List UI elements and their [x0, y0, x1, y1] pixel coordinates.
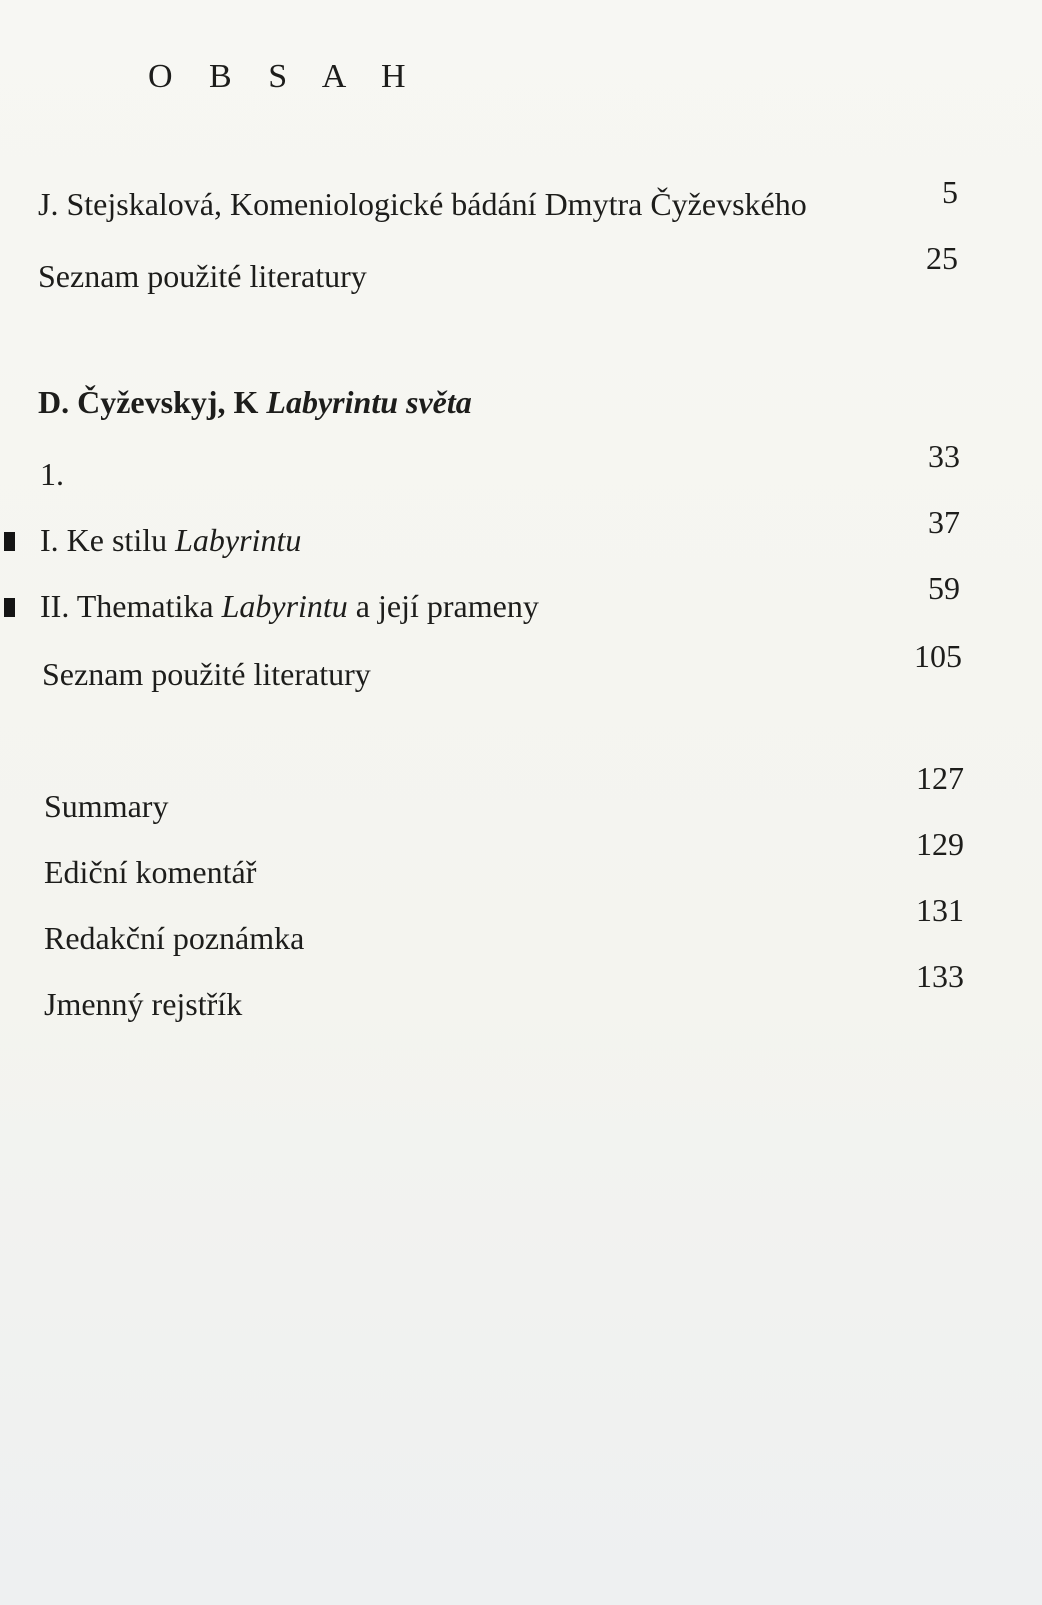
toc-entry-page: 127: [916, 760, 964, 796]
toc-entry-label: Redakční poznámka: [44, 920, 305, 956]
toc-entry-label-suffix: a její prameny: [347, 588, 539, 624]
toc-entry[interactable]: [44, 826, 964, 890]
toc-entry-page: 129: [916, 826, 964, 862]
toc-entry-label: Summary: [44, 788, 169, 824]
toc-entry-label: J. Stejskalová, Komeniologické bádání Dmytra Čyževského: [38, 186, 807, 222]
section-heading-italic: Labyrintu světa: [266, 384, 472, 420]
toc-entry-page: 37: [928, 504, 960, 540]
toc-entry[interactable]: [40, 572, 960, 622]
toc-entry[interactable]: [40, 440, 960, 490]
toc-entry[interactable]: [44, 760, 964, 824]
toc-entry-page: 33: [928, 438, 960, 474]
toc-entry-label: 1.: [40, 456, 64, 492]
toc-entry[interactable]: [44, 958, 964, 1022]
toc-entry-label-text: I. Ke stilu: [40, 522, 176, 558]
toc-entry-label: Seznam použité literatury: [42, 656, 371, 692]
margin-marker: [4, 532, 15, 551]
toc-entry-label-italic: Labyrintu: [175, 522, 302, 558]
toc-entry[interactable]: [44, 892, 964, 956]
toc-entry-page: 59: [928, 570, 960, 606]
toc-entry-page: 5: [942, 174, 958, 210]
toc-entry-page: 131: [916, 892, 964, 928]
toc-entry-label: [40, 524, 301, 556]
toc-entry-page: 133: [916, 958, 964, 994]
toc-entry-label: Jmenný rejstřík: [44, 986, 243, 1022]
toc-entry[interactable]: [38, 176, 958, 226]
toc-entry-label-italic: Labyrintu: [221, 588, 348, 624]
toc-entry[interactable]: [40, 506, 960, 556]
page-title: O B S A H: [148, 58, 420, 95]
section-heading[interactable]: [38, 384, 472, 421]
margin-marker: [4, 598, 15, 617]
toc-entry[interactable]: [42, 640, 962, 690]
toc-entry[interactable]: [38, 242, 958, 292]
toc-entry-page: 105: [914, 638, 962, 674]
toc-entry-label-text: II. Thematika: [40, 588, 222, 624]
toc-entry-label: Seznam použité literatury: [38, 258, 367, 294]
section-heading-text: D. Čyževskyj, K: [38, 384, 267, 420]
toc-entry-label: [40, 590, 539, 622]
toc-entry-page: 25: [926, 240, 958, 276]
toc-entry-label: Ediční komentář: [44, 854, 257, 890]
